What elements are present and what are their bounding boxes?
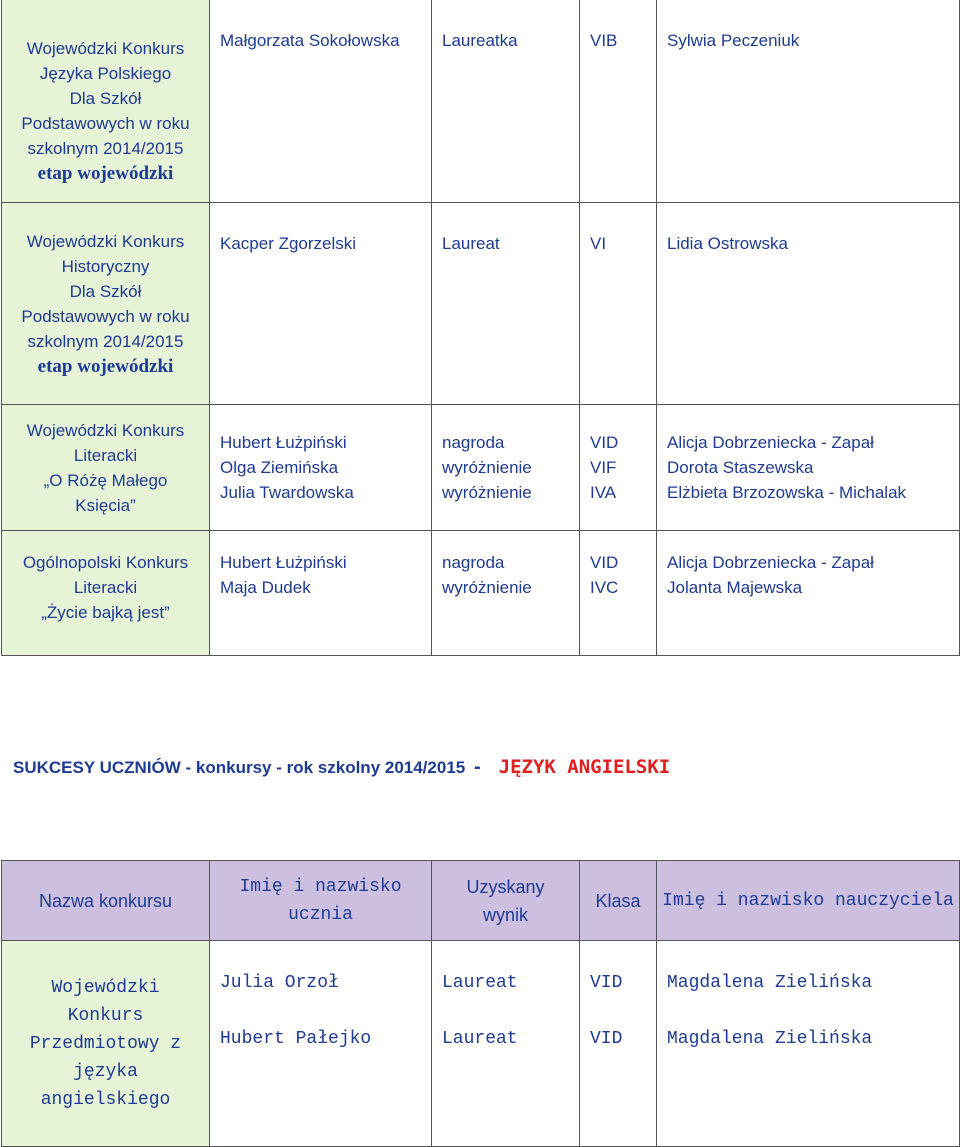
teacher-cell bbox=[657, 405, 960, 531]
class-cell bbox=[580, 405, 657, 531]
table-row bbox=[2, 531, 960, 656]
polish-contest-table bbox=[1, 0, 960, 656]
contest-line: języka bbox=[73, 1061, 138, 1082]
contest-line: Języka Polskiego bbox=[39, 64, 172, 83]
teacher-cell bbox=[657, 203, 960, 405]
contest-name-cell bbox=[2, 531, 210, 656]
header-label: Imię i nazwisko nauczyciela bbox=[662, 890, 954, 911]
contest-line: Wojewódzki Konkurs bbox=[26, 231, 185, 251]
teacher-cell bbox=[657, 941, 960, 1147]
student-cell bbox=[210, 941, 432, 1147]
header-teacher bbox=[657, 861, 960, 941]
table-row bbox=[2, 0, 960, 203]
contest-line: Księcia” bbox=[75, 495, 136, 515]
class-cell bbox=[580, 203, 657, 405]
heading-prefix: SUKCESY UCZNIÓW - konkursy - rok szkolny 2014/2015 bbox=[13, 758, 470, 777]
contest-line: Wojewódzki Konkurs bbox=[26, 420, 185, 440]
class-value: IVC bbox=[590, 578, 619, 597]
table-row bbox=[2, 405, 960, 531]
result-value: wyróżnienie bbox=[442, 578, 532, 597]
student-name: Hubert Łużpiński bbox=[220, 433, 347, 452]
contest-line: Podstawowych w roku bbox=[21, 306, 190, 326]
class-cell bbox=[580, 531, 657, 656]
class-value: VID bbox=[590, 553, 619, 572]
class-cell bbox=[580, 0, 657, 203]
result-cell bbox=[432, 0, 580, 203]
student-name: Hubert Łużpiński bbox=[220, 553, 347, 572]
contest-line: szkolnym 2014/2015 bbox=[27, 331, 184, 351]
class-value: VID bbox=[590, 1029, 623, 1049]
contest-line: Dla Szkół bbox=[69, 89, 142, 108]
english-contest-table bbox=[1, 860, 960, 1147]
result-cell bbox=[432, 405, 580, 531]
teacher-cell bbox=[657, 0, 960, 203]
result-value: Laureat bbox=[442, 973, 518, 993]
contest-name-cell bbox=[2, 0, 210, 203]
result-value: Laureat bbox=[442, 234, 500, 253]
class-value: IVA bbox=[590, 483, 617, 502]
result-value: nagroda bbox=[442, 553, 505, 572]
contest-line: angielskiego bbox=[40, 1089, 171, 1110]
student-name: Julia Orzoł bbox=[220, 973, 339, 993]
class-value: VI bbox=[590, 234, 607, 253]
result-value: wyróżnienie bbox=[442, 483, 532, 502]
contest-line: Wojewódzki bbox=[51, 977, 160, 998]
contest-line: Przedmiotowy z bbox=[29, 1033, 182, 1054]
result-cell bbox=[432, 941, 580, 1147]
contest-line: szkolnym 2014/2015 bbox=[27, 139, 184, 158]
section-heading bbox=[13, 756, 670, 779]
table-row bbox=[2, 941, 960, 1147]
teacher-name: Alicja Dobrzeniecka - Zapał bbox=[667, 553, 874, 572]
header-label: Klasa bbox=[595, 890, 641, 911]
contest-line: Literacki bbox=[73, 445, 138, 465]
result-value: wyróżnienie bbox=[442, 458, 532, 477]
class-value: VID bbox=[590, 973, 623, 993]
contest-stage: etap wojewódzki bbox=[37, 355, 174, 377]
header-label: Nazwa konkursu bbox=[38, 890, 173, 911]
class-value: VIB bbox=[590, 31, 618, 50]
header-class bbox=[580, 861, 657, 941]
contest-name-cell bbox=[2, 941, 210, 1147]
heading-subject: JĘZYK ANGIELSKI bbox=[498, 756, 671, 778]
contest-line: Literacki bbox=[73, 578, 138, 597]
class-cell bbox=[580, 941, 657, 1147]
student-name: Kacper Zgorzelski bbox=[220, 234, 357, 253]
header-label: Imię i nazwisko ucznia bbox=[239, 876, 402, 925]
header-label: Uzyskany wynik bbox=[466, 876, 545, 925]
teacher-name: Magdalena Zielińska bbox=[667, 973, 873, 993]
student-cell bbox=[210, 531, 432, 656]
student-name: Maja Dudek bbox=[220, 578, 311, 597]
contest-line: „O Różę Małego bbox=[43, 470, 168, 490]
student-name: Olga Ziemińska bbox=[220, 458, 339, 477]
contest-line: Wojewódzki Konkurs bbox=[26, 39, 185, 58]
table-row bbox=[2, 203, 960, 405]
contest-name-cell bbox=[2, 405, 210, 531]
teacher-name: Magdalena Zielińska bbox=[667, 1029, 873, 1049]
contest-line: Podstawowych w roku bbox=[21, 114, 190, 133]
class-value: VID bbox=[590, 433, 619, 452]
contest-line: Historyczny bbox=[61, 256, 150, 276]
result-value: nagroda bbox=[442, 433, 505, 452]
header-student bbox=[210, 861, 432, 941]
header-contest bbox=[2, 861, 210, 941]
result-value: Laureat bbox=[442, 1029, 518, 1049]
teacher-name: Alicja Dobrzeniecka - Zapał bbox=[667, 433, 874, 452]
teacher-name: Dorota Staszewska bbox=[667, 458, 814, 477]
teacher-name: Lidia Ostrowska bbox=[667, 234, 788, 253]
student-cell bbox=[210, 203, 432, 405]
result-value: Laureatka bbox=[442, 31, 518, 50]
header-result bbox=[432, 861, 580, 941]
contest-line: Ogólnopolski Konkurs bbox=[22, 553, 189, 572]
teacher-name: Jolanta Majewska bbox=[667, 578, 803, 597]
student-cell bbox=[210, 405, 432, 531]
contest-line: Dla Szkół bbox=[69, 281, 142, 301]
contest-name-cell bbox=[2, 203, 210, 405]
result-cell bbox=[432, 203, 580, 405]
table-header-row bbox=[2, 861, 960, 941]
student-name: Julia Twardowska bbox=[220, 483, 354, 502]
teacher-name: Sylwia Peczeniuk bbox=[667, 31, 800, 50]
contest-line: Konkurs bbox=[67, 1005, 144, 1026]
student-name: Hubert Pałejko bbox=[220, 1029, 372, 1049]
contest-stage: etap wojewódzki bbox=[37, 163, 174, 184]
class-value: VIF bbox=[590, 458, 617, 477]
student-name: Małgorzata Sokołowska bbox=[220, 31, 400, 50]
contest-line: „Życie bajką jest” bbox=[41, 603, 170, 622]
result-cell bbox=[432, 531, 580, 656]
student-cell bbox=[210, 0, 432, 203]
teacher-cell bbox=[657, 531, 960, 656]
teacher-name: Elżbieta Brzozowska - Michalak bbox=[667, 483, 907, 502]
heading-dash: - bbox=[473, 756, 481, 778]
